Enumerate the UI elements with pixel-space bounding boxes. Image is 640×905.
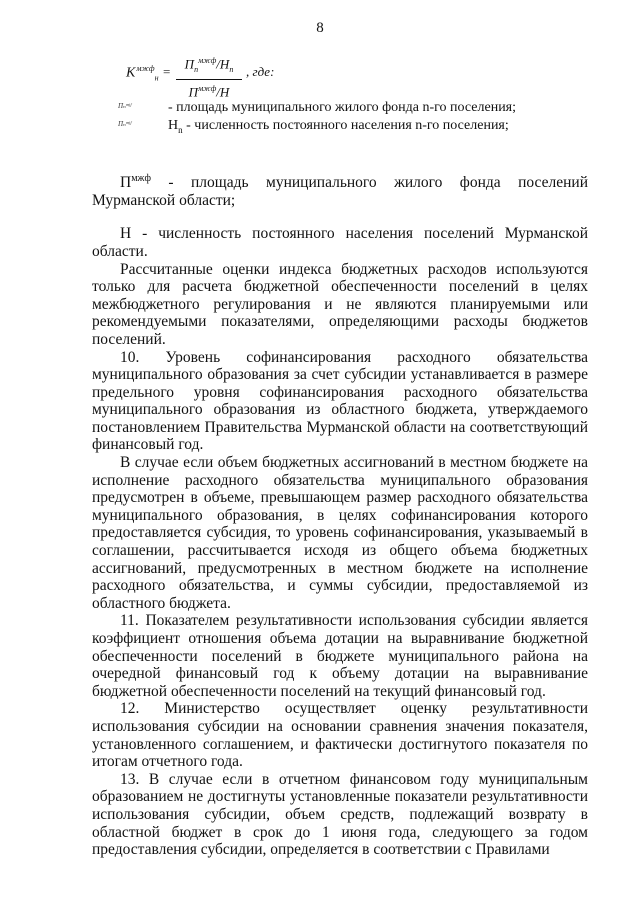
formula-where: , где: bbox=[246, 64, 275, 79]
formula-definitions bbox=[118, 100, 558, 136]
budget-index-formula bbox=[126, 44, 426, 100]
definition-row bbox=[118, 118, 558, 136]
formula-fraction bbox=[176, 52, 242, 100]
formula-equals: = bbox=[163, 64, 171, 79]
formula-numerator: $П_n^{мжф}/H_n$ bbox=[184, 56, 234, 74]
definition-symbol: Пₙᵐʲᶠ bbox=[118, 120, 132, 128]
paragraph: Рассчитанные оценки индекса бюджетных расходов используются только для расчета бюджетной обеспеченности поселений в целях межбюджетного регулирования и не являются планируемыми или рекомендуемыми показателями, определяющими расходы бюджетов поселений. bbox=[92, 260, 588, 348]
paragraph: 10. Уровень софинансирования расходного обязательства муниципального образования за счет субсидии устанавливается в размере предельного уровня софинансирования расходного обязательства муниципального образования из областного бюджета, утверждаемого постановлением Правительства Мурманской области на соответствующий финансовый год. bbox=[92, 348, 588, 454]
definition-text: $Н_n$ - численность постоянного населения n-го поселения; bbox=[168, 118, 509, 135]
paragraph: В случае если объем бюджетных ассигнований в местном бюджете на исполнение расходного обязательства муниципального образования предусмотрен в объеме, превышающем размер расходного обязательства муниципального образования, в целях софинансирования которого предоставляется субсидия, то уровень софинансирования, указываемый в соглашении, рассчитывается исходя из общего объема бюджетных ассигнований, предусмотренных в местном бюджете на исполнение расходного обязательства, и суммы субсидии, предоставляемой из областного бюджета. bbox=[92, 454, 588, 612]
definition-text: - площадь муниципального жилого фонда n-го поселения; bbox=[168, 100, 517, 115]
paragraph: Н - численность постоянного населения поселений Мурманской области. bbox=[92, 225, 588, 260]
paragraph: 11. Показателем результативности использования субсидии является коэффициент отношения объема дотации на выравнивание бюджетной обеспеченности поселений в бюджете муниципального района на очередной финансовый год к объему дотации на выравнивание бюджетной обеспеченности поселений на текущий финансовый год. bbox=[92, 612, 588, 700]
paragraph: 12. Министерство осуществляет оценку результативности использования субсидии на основании сравнения значения показателя, установленного соглашением, и фактически достигнутого показателя по итогам отчетного года. bbox=[92, 700, 588, 771]
document-body bbox=[92, 170, 588, 859]
paragraph: 13. В случае если в отчетном финансовом году муниципальным образованием не достигнуты установленные показатели результативности использования субсидии, объем средств, подлежащий возврату в областной бюджет в срок до 1 июня года, следующего за годом предоставления субсидии, определяется в соответствии с Правилами bbox=[92, 770, 588, 859]
definition-row bbox=[118, 100, 558, 118]
definition-symbol: Пₙᵐʲᶠ bbox=[118, 102, 132, 110]
formula-lhs: $K^{мжф}_н$ bbox=[126, 64, 159, 83]
paragraph: $П^{мжф}$ - площадь муниципального жилого фонда поселений Мурманской области; bbox=[92, 173, 588, 209]
page-number: 8 bbox=[316, 20, 324, 36]
formula-denominator: $П^{мжф}/H$ bbox=[188, 83, 230, 100]
